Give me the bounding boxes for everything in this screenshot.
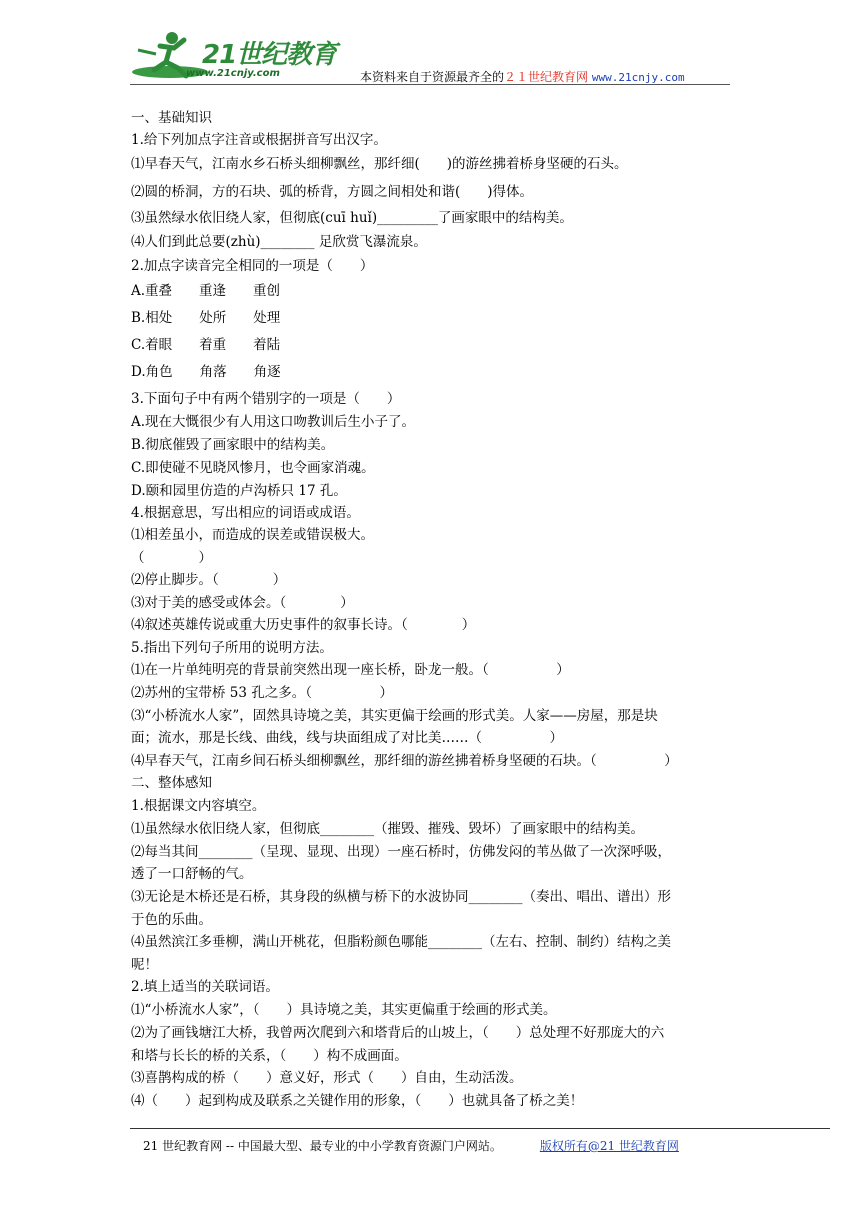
copyright-link[interactable]: 版权所有@21 世纪教育网 bbox=[539, 1139, 679, 1153]
question-5-item-3-cont: 面；流水，那是长线、曲线，线与块面组成了对比美……（ ） bbox=[131, 730, 563, 746]
header-brand-link[interactable]: ２１世纪教育网 bbox=[504, 70, 589, 84]
part2-question-1-item-1: ⑴虽然绿水依旧绕人家，但彻底________（摧毁、摧残、毁坏）了画家眼中的结构美。 bbox=[131, 821, 644, 837]
section-heading: 二、整体感知 bbox=[131, 775, 212, 791]
part2-question-2-item-1: ⑴“小桥流水人家”，（ ）具诗境之美，其实更偏重于绘画的形式美。 bbox=[131, 1002, 557, 1018]
part2-question-2: 2.填上适当的关联词语。 bbox=[131, 979, 279, 995]
header-note-prefix: 本资料来自于资源最齐全的 bbox=[360, 70, 505, 84]
question-5-item-3: ⑶“小桥流水人家”，固然具诗境之美，其实更偏于绘画的形式美。人家——房屋，那是块 bbox=[131, 708, 658, 724]
question-3: 3.下面句子中有两个错别字的一项是（ ） bbox=[131, 391, 401, 407]
part2-question-2-item-3: ⑶喜鹊构成的桥（ ）意义好，形式（ ）自由，生动活泼。 bbox=[131, 1070, 523, 1086]
question-3-option-c: C.即使碰不见晓风惨月，也令画家消魂。 bbox=[131, 460, 375, 476]
part2-question-2-item-4: ⑷（ ）起到构成及联系之关键作用的形象，（ ）也就具备了桥之美！ bbox=[131, 1093, 584, 1109]
question-5-item-2: ⑵苏州的宝带桥 53 孔之多。（ ） bbox=[131, 685, 394, 701]
part2-question-1-item-4-cont: 呢！ bbox=[131, 957, 158, 973]
question-5-item-1: ⑴在一片单纯明亮的背景前突然出现一座长桥，卧龙一般。（ ） bbox=[131, 662, 570, 678]
question-2-option-b: B.相处 处所 处理 bbox=[131, 310, 281, 326]
header-url-link[interactable]: www.21cnjy.com bbox=[591, 71, 685, 84]
question-3-option-d: D.颐和园里仿造的卢沟桥只 17 孔。 bbox=[131, 483, 347, 499]
question-4-item-4: ⑷叙述英雄传说或重大历史事件的叙事长诗。（ ） bbox=[131, 617, 476, 633]
question-1-item-2: ⑵圆的桥洞，方的石块、弧的桥背，方圆之间相处和谐( )得体。 bbox=[131, 184, 534, 200]
part2-question-2-item-2-cont: 和塔与长长的桥的关系，（ ）构不成画面。 bbox=[131, 1048, 408, 1064]
logo-text: 21世纪教育 bbox=[202, 40, 337, 70]
question-4-item-1: ⑴相差虽小，而造成的误差或错误极大。 bbox=[131, 527, 374, 543]
header-divider bbox=[130, 84, 730, 85]
question-5: 5.指出下列句子所用的说明方法。 bbox=[131, 640, 333, 656]
question-3-option-a: A.现在大慨很少有人用这口吻教训后生小子了。 bbox=[131, 414, 416, 430]
footer-text: 21 世纪教育网 -- 中国最大型、最专业的中小学教育资源门户网站。 bbox=[143, 1139, 502, 1153]
question-2-option-a: A.重叠 重逢 重创 bbox=[131, 283, 281, 299]
page-header bbox=[130, 28, 730, 88]
section-heading: 一、基础知识 bbox=[131, 110, 212, 126]
question-1: 1.给下列加点字注音或根据拼音写出汉字。 bbox=[131, 132, 387, 148]
question-2-option-c: C.着眼 着重 着陆 bbox=[131, 337, 281, 353]
question-4: 4.根据意思，写出相应的词语或成语。 bbox=[131, 505, 360, 521]
part2-question-1-item-2: ⑵每当其间________（呈现、显现、出现）一座石桥时，仿佛发闷的苇丛做了一次深呼吸， bbox=[131, 844, 671, 860]
part2-question-1-item-2-cont: 透了一口舒畅的气。 bbox=[131, 866, 253, 882]
question-5-item-4: ⑷早春天气，江南乡间石桥头细柳飘丝，那纤细的游丝拂着桥身坚硬的石块。（ ） bbox=[131, 753, 678, 769]
logo-url: www.21cnjy.com bbox=[186, 68, 280, 79]
question-1-item-1: ⑴早春天气，江南水乡石桥头细柳飘丝，那纤细( )的游丝拂着桥身坚硬的石头。 bbox=[131, 156, 628, 172]
header-note bbox=[360, 68, 685, 85]
page-footer bbox=[143, 1137, 679, 1154]
question-4-item-3: ⑶对于美的感受或体会。（ ） bbox=[131, 595, 354, 611]
part2-question-1: 1.根据课文内容填空。 bbox=[131, 798, 266, 814]
question-2-option-d: D.角色 角落 角逐 bbox=[131, 364, 281, 380]
part2-question-1-item-4: ⑷虽然滨江多垂柳，满山开桃花，但脂粉颜色哪能________（左右、控制、制约）结构之美 bbox=[131, 934, 671, 950]
question-1-item-4: ⑷人们到此总要(zhù)________ 足欣赏飞瀑流泉。 bbox=[131, 234, 427, 250]
question-1-item-3: ⑶虽然绿水依旧绕人家，但彻底(cuī huǐ)_________了画家眼中的结构美。 bbox=[131, 210, 573, 226]
part2-question-1-item-3: ⑶无论是木桥还是石桥，其身段的纵横与桥下的水波协同________（奏出、唱出、谱出）形 bbox=[131, 889, 671, 905]
answer-blank: （ ） bbox=[131, 550, 212, 566]
part2-question-1-item-3-cont: 于色的乐曲。 bbox=[131, 912, 212, 928]
footer-divider bbox=[130, 1128, 830, 1129]
question-3-option-b: B.彻底催毁了画家眼中的结构美。 bbox=[131, 437, 335, 453]
part2-question-2-item-2: ⑵为了画钱塘江大桥，我曾两次爬到六和塔背后的山坡上，（ ）总处理不好那庞大的六 bbox=[131, 1025, 665, 1041]
question-4-item-2: ⑵停止脚步。（ ） bbox=[131, 572, 287, 588]
site-logo[interactable] bbox=[130, 28, 340, 83]
question-2: 2.加点字读音完全相同的一项是（ ） bbox=[131, 258, 374, 274]
